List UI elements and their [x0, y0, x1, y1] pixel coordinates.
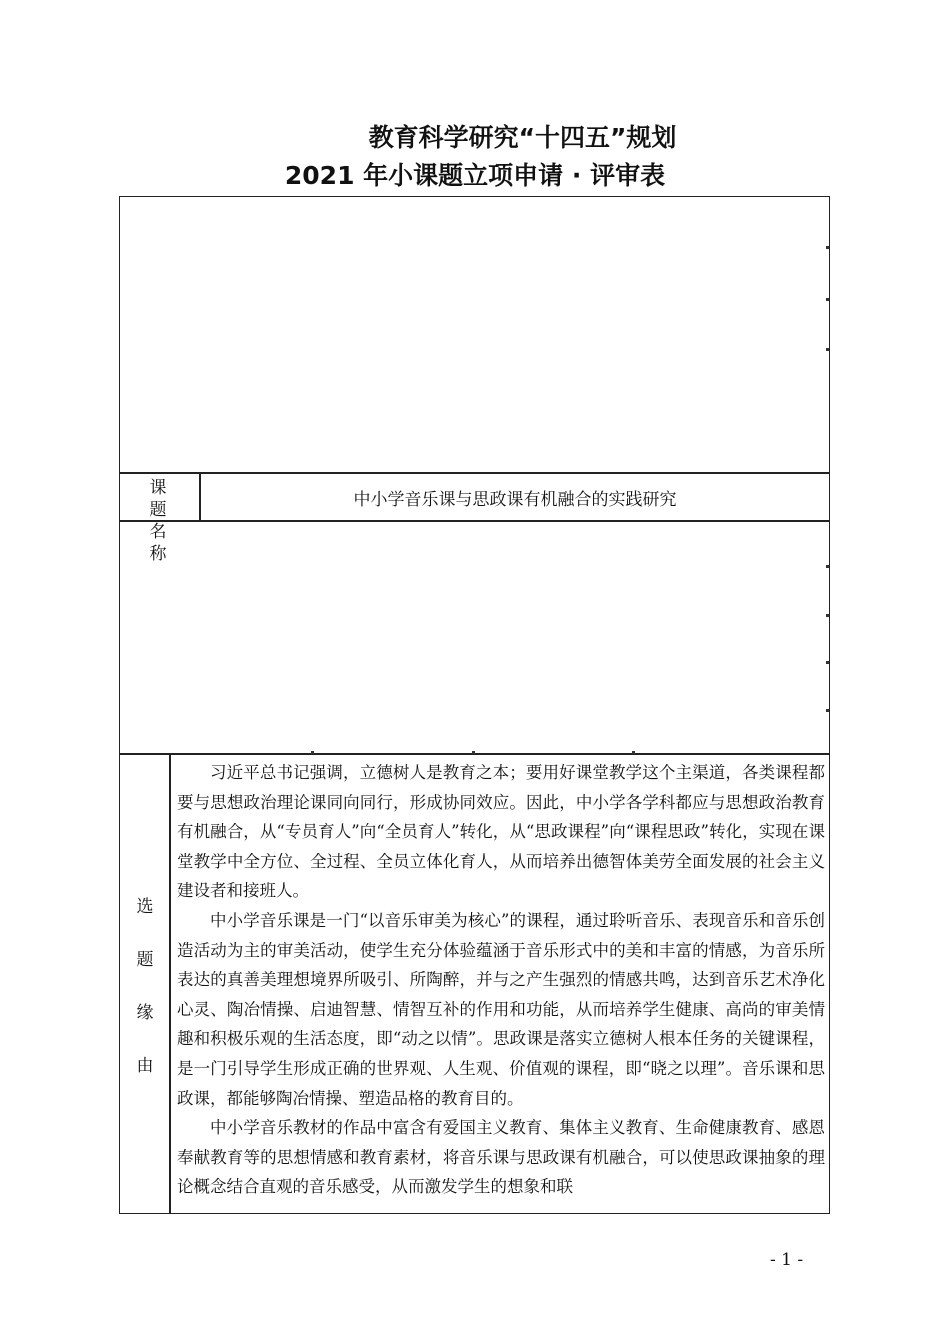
- edge-tick: [472, 751, 475, 754]
- reason-label-char: 缘: [136, 1003, 154, 1023]
- edge-tick: [826, 661, 829, 664]
- edge-tick: [826, 565, 829, 568]
- topic-name-value: 中小学音乐课与思政课有机融合的实践研究: [353, 489, 677, 510]
- edge-tick: [826, 614, 829, 617]
- document-title-line1: 教育科学研究“十四五”规划: [368, 123, 677, 152]
- reason-paragraph: 中小学音乐教材的作品中富含有爱国主义教育、集体主义教育、生命健康教育、感恩奉献教育等的思想情感和教育素材，将音乐课与思政课有机融合，可以使思政课抽象的理论概念结合直观的音乐感受，从而激发学生的想象和联: [177, 1118, 825, 1197]
- reason-paragraph: 中小学音乐课是一门“以音乐审美为核心”的课程，通过聆听音乐、表现音乐和音乐创造活动为主的审美活动，使学生充分体验蕴涵于音乐形式中的美和丰富的情感，为音乐所表达的真善美理想境界所吸引、所陶醉，并与之产生强烈的情感共鸣，达到音乐艺术净化心灵、陶冶情操、启迪智慧、情智互补的作用和功能，从而培养学生健康、高尚的审美情趣和积极乐观的生活态度，即“动之以情”。思政课是落实立德树人根本任务的关键课程，是一门引导学生形成正确的世界观、人生观、价值观的课程，即“晓之以理”。音乐课和思政课，都能够陶冶情操、塑造品格的教育目的。: [177, 910, 825, 1108]
- document-title-line2: 2021 年小课题立项申请 · 评审表: [284, 161, 666, 190]
- edge-tick: [826, 348, 829, 351]
- edge-tick: [826, 709, 829, 712]
- topic-name-label: 课 题 名 称: [149, 478, 175, 564]
- row-divider: [119, 520, 830, 522]
- edge-tick: [826, 298, 829, 301]
- reason-label-char: 选: [136, 897, 154, 917]
- edge-tick: [311, 751, 314, 754]
- reason-label: [120, 896, 170, 1108]
- reason-label-char: 由: [136, 1056, 154, 1076]
- reason-label-char: 题: [136, 950, 154, 970]
- reason-text: [177, 758, 825, 1202]
- edge-tick: [632, 751, 635, 754]
- edge-tick: [826, 246, 829, 249]
- reason-paragraph: 习近平总书记强调，立德树人是教育之本；要用好课堂教学这个主渠道，各类课程都要与思想政治理论课同向同行，形成协同效应。因此，中小学各学科都应与思想政治教育有机融合，从“专员育人”向“全员育人”转化，从“思政课程”向“课程思政”转化，实现在课堂教学中全方位、全过程、全员立体化育人，从而培养出德智体美劳全面发展的社会主义建设者和接班人。: [177, 763, 825, 901]
- page-number: - 1 -: [770, 1250, 804, 1270]
